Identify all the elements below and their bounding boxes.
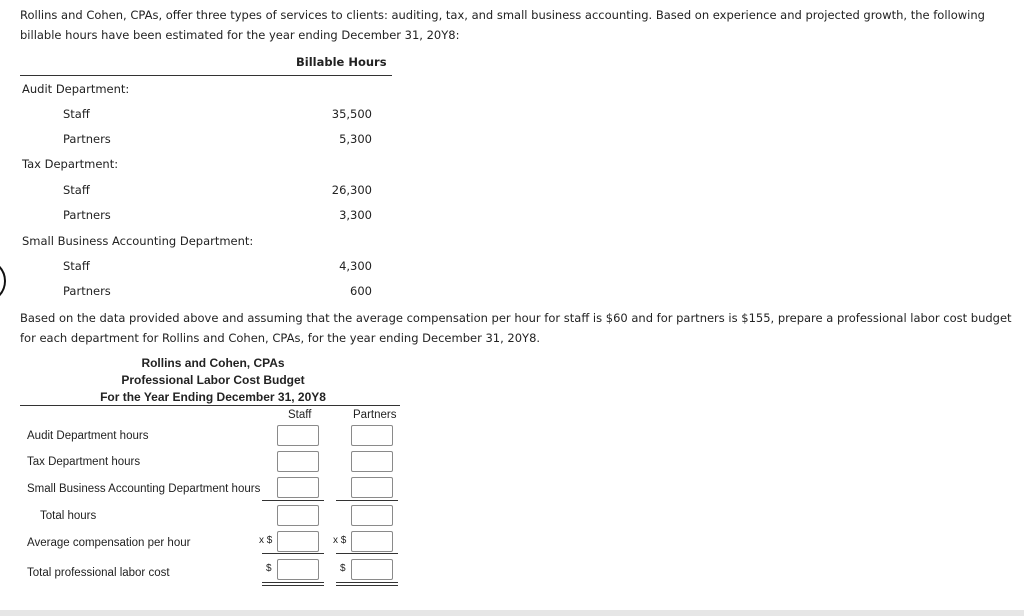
tax-partners-hours: 3,300 [339,208,372,222]
billable-hours-header: Billable Hours [296,55,387,69]
row-label-sb-hours: Small Business Accounting Department hours [27,483,261,495]
tax-partners-hours-input[interactable] [351,451,393,472]
staff-dollar-sign: $ [266,563,272,574]
audit-partners-hours-input[interactable] [351,425,393,446]
total-staff-hours-input[interactable] [277,505,319,526]
sb-staff-hours: 4,300 [339,259,372,273]
budget-title-period: For the Year Ending December 31, 20Y8 [100,390,326,404]
audit-staff-label: Staff [63,107,90,121]
sb-partners-hours: 600 [350,284,372,298]
staff-subtotal-line [262,500,324,501]
staff-product-line [262,553,324,554]
instruction-paragraph: Based on the data provided above and assuming that the average compensation per hour for staff is $60 and for partners is $155, prepare a professional labor cost budget for each department for Rollins and Cohen, CPAs, for the year ending December 31, 20Y8. [20,311,1012,345]
row-label-tax-hours: Tax Department hours [27,456,141,468]
row-label-avg-comp: Average compensation per hour [27,537,191,549]
avg-comp-partners-input[interactable] [351,531,393,552]
audit-staff-hours: 35,500 [331,107,372,121]
tax-partners-label: Partners [63,208,111,222]
total-cost-partners-input[interactable] [351,559,393,580]
page-edge-circle-decoration [0,259,6,303]
staff-total-line-2 [262,585,324,586]
budget-title-company: Rollins and Cohen, CPAs [141,356,285,370]
partners-subtotal-line [336,500,398,501]
row-label-total-hours: Total hours [40,510,97,522]
col-header-partners: Partners [353,409,397,421]
col-header-staff: Staff [288,409,312,421]
tax-staff-hours: 26,300 [331,183,372,197]
staff-total-line-1 [262,582,324,583]
sb-partners-hours-input[interactable] [351,477,393,498]
sb-staff-label: Staff [63,259,90,273]
audit-partners-label: Partners [63,132,111,146]
dept-audit-label: Audit Department: [22,82,130,96]
partners-product-line [336,553,398,554]
avg-comp-staff-input[interactable] [277,531,319,552]
budget-title-underline [20,405,400,406]
partners-dollar-sign: $ [340,563,346,574]
total-cost-staff-input[interactable] [277,559,319,580]
row-label-total-cost: Total professional labor cost [27,567,170,579]
sb-partners-label: Partners [63,284,111,298]
partners-multiply-sign: x $ [333,535,347,546]
page-bottom-border [0,610,1024,616]
dept-tax-label: Tax Department: [22,157,119,171]
tax-staff-label: Staff [63,183,90,197]
staff-multiply-sign: x $ [259,535,273,546]
header-underline [20,75,392,76]
audit-staff-hours-input[interactable] [277,425,319,446]
partners-total-line-1 [336,582,398,583]
intro-paragraph: Rollins and Cohen, CPAs, offer three types of services to clients: auditing, tax, and small business accounting. Based on experience and projected growth, the following billable hours have been estimated for the year ending December 31, 20Y8: [20,8,985,42]
dept-small-business-label: Small Business Accounting Department: [22,234,254,248]
partners-total-line-2 [336,585,398,586]
sb-staff-hours-input[interactable] [277,477,319,498]
row-label-audit-hours: Audit Department hours [27,430,149,442]
tax-staff-hours-input[interactable] [277,451,319,472]
audit-partners-hours: 5,300 [339,132,372,146]
total-partners-hours-input[interactable] [351,505,393,526]
budget-title-name: Professional Labor Cost Budget [121,373,305,387]
